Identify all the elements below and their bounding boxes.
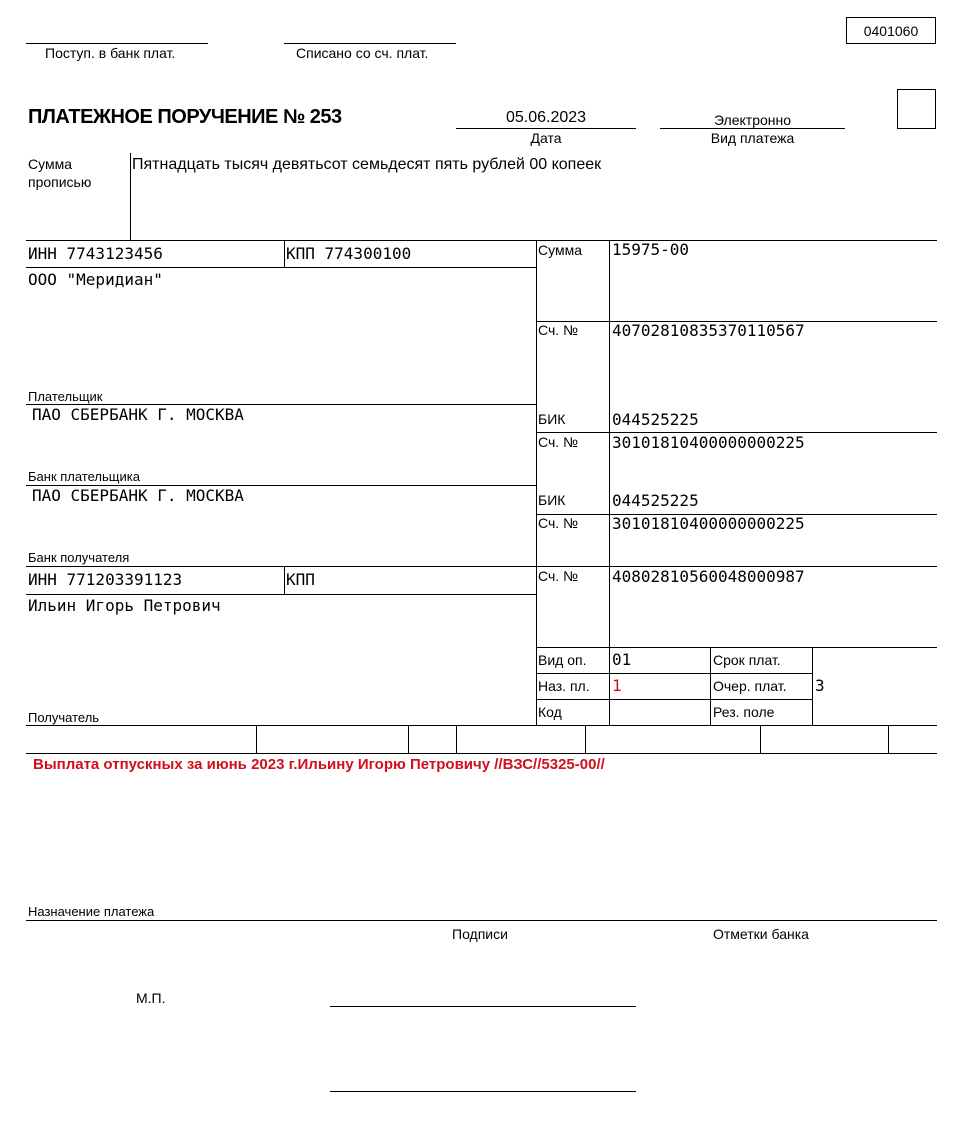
payer-bank-account-value: 30101810400000000225	[612, 433, 805, 452]
stamp-label: М.П.	[136, 990, 166, 1006]
payee-bank-bik-label: БИК	[538, 492, 566, 508]
amount-words-divider	[130, 153, 131, 240]
payer-name: ООО "Меридиан"	[28, 270, 163, 289]
payer-label: Плательщик	[28, 389, 103, 404]
amount-words-label-1: Сумма	[28, 156, 72, 172]
grid-vertical-main	[536, 240, 537, 725]
debited-label: Списано со сч. плат.	[296, 45, 429, 61]
codes-top-line	[536, 647, 937, 648]
signature-line-2	[330, 1091, 636, 1092]
payee-label: Получатель	[28, 710, 100, 725]
amount-words-label-2: прописью	[28, 174, 92, 190]
tax-row-bottom-line	[26, 753, 937, 754]
priority-value: 3	[815, 676, 825, 695]
payment-type-label: Вид платежа	[710, 130, 795, 146]
payment-purpose-text: Выплата отпускных за июнь 2023 г.Ильину Игорю Петровичу //ВЗС//5325-00//	[33, 756, 605, 773]
payee-name: Ильин Игорь Петрович	[28, 596, 221, 615]
op-type-value: 01	[612, 650, 632, 669]
form-code-box: 0401060	[846, 17, 936, 44]
grid-line-top	[26, 240, 937, 241]
purpose-code-label: Наз. пл.	[538, 678, 590, 694]
payee-inn-line	[26, 594, 536, 595]
code-label: Код	[538, 704, 562, 720]
tax-row-top-line	[26, 725, 937, 726]
codes-row2-line	[536, 699, 813, 700]
payee-account-value: 40802810560048000987	[612, 567, 805, 586]
bank-marks-label: Отметки банка	[713, 926, 809, 942]
tax-cell-divider-5	[760, 725, 761, 753]
op-type-label: Вид оп.	[538, 652, 587, 668]
tax-cell-divider-3	[456, 725, 457, 753]
date-line	[456, 128, 636, 129]
tax-cell-divider-2	[408, 725, 409, 753]
date-value: 05.06.2023	[505, 109, 587, 126]
deadline-label: Срок плат.	[713, 652, 781, 668]
amount-value: 15975-00	[612, 240, 690, 259]
payment-type-line	[660, 128, 845, 129]
received-label: Поступ. в банк плат.	[45, 45, 176, 61]
payment-type-value: Электронно	[713, 112, 792, 128]
amount-words-value: Пятнадцать тысяч девятьсот семьдесят пять рублей 00 копеек	[132, 156, 602, 173]
document-title: ПЛАТЕЖНОЕ ПОРУЧЕНИЕ № 253	[28, 106, 342, 128]
payer-bank-bik-value: 044525225	[612, 410, 699, 429]
payee-account-label: Сч. №	[538, 568, 579, 584]
payee-bank-name: ПАО СБЕРБАНК Г. МОСКВА	[32, 486, 244, 505]
payment-purpose-line	[26, 920, 937, 921]
signature-line-1	[330, 1006, 636, 1007]
priority-label: Очер. плат.	[713, 678, 787, 694]
payer-kpp: КПП 774300100	[286, 244, 412, 263]
payer-bank-label: Банк плательщика	[28, 469, 140, 484]
purpose-code-value: 1	[612, 676, 622, 695]
payer-inn-kpp-divider	[284, 240, 285, 267]
codes-vertical-2	[812, 647, 813, 725]
payment-purpose-label: Назначение платежа	[28, 904, 155, 919]
signatures-label: Подписи	[452, 926, 508, 942]
date-label: Дата	[530, 130, 562, 146]
status-box	[897, 89, 936, 129]
codes-vertical-1	[710, 647, 711, 725]
tax-cell-divider-4	[585, 725, 586, 753]
received-date-line	[26, 43, 208, 44]
payee-bank-label: Банк получателя	[28, 550, 130, 565]
tax-cell-divider-1	[256, 725, 257, 753]
payer-inn-line	[26, 267, 536, 268]
payer-account-value: 40702810835370110567	[612, 321, 805, 340]
payee-inn: ИНН 771203391123	[28, 570, 183, 589]
reserve-label: Рез. поле	[713, 704, 775, 720]
codes-row1-line	[536, 673, 813, 674]
payer-bank-name: ПАО СБЕРБАНК Г. МОСКВА	[32, 405, 244, 424]
debited-date-line	[284, 43, 456, 44]
amount-label: Сумма	[538, 242, 582, 258]
payee-bank-bik-value: 044525225	[612, 491, 699, 510]
grid-vertical-values	[609, 240, 610, 725]
tax-cell-divider-6	[888, 725, 889, 753]
payer-account-label: Сч. №	[538, 322, 579, 338]
payee-bank-account-value: 30101810400000000225	[612, 514, 805, 533]
payee-bank-account-label: Сч. №	[538, 515, 579, 531]
payee-inn-kpp-divider	[284, 566, 285, 594]
payee-kpp: КПП	[286, 570, 315, 589]
payer-bank-account-label: Сч. №	[538, 434, 579, 450]
payer-bank-bik-label: БИК	[538, 411, 566, 427]
payer-inn: ИНН 7743123456	[28, 244, 163, 263]
